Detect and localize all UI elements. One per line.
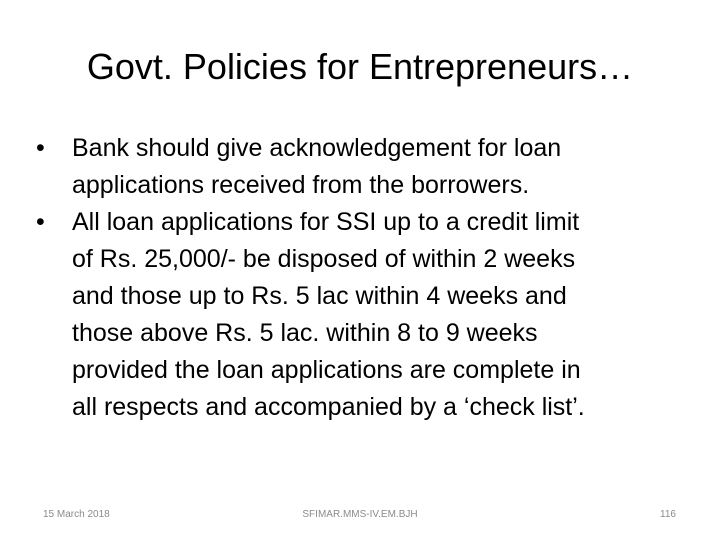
bullet-line: of Rs. 25,000/- be disposed of within 2 weeks bbox=[72, 245, 576, 273]
bullet-list bbox=[36, 130, 684, 426]
bullet-line: all respects and accompanied by a ‘check list’. bbox=[72, 393, 585, 421]
bullet-line: applications received from the borrowers. bbox=[72, 171, 530, 199]
bullet-marker: • bbox=[36, 208, 45, 236]
bullet-line: and those up to Rs. 5 lac within 4 weeks and bbox=[72, 282, 567, 310]
bullet-line: Bank should give acknowledgement for loan bbox=[72, 134, 562, 162]
footer-page-number: 116 bbox=[660, 509, 676, 520]
slide-title: Govt. Policies for Entrepreneurs… bbox=[86, 46, 634, 87]
bullet-line: provided the loan applications are complete in bbox=[72, 356, 581, 384]
bullet-item bbox=[36, 130, 684, 204]
bullet-line: those above Rs. 5 lac. within 8 to 9 weeks bbox=[72, 319, 538, 347]
bullet-item bbox=[36, 204, 684, 426]
footer-date: 15 March 2018 bbox=[43, 509, 110, 520]
bullet-line: All loan applications for SSI up to a credit limit bbox=[72, 208, 580, 236]
bullet-marker: • bbox=[36, 134, 45, 162]
footer-center-text: SFIMAR.MMS-IV.EM.BJH bbox=[302, 509, 418, 520]
